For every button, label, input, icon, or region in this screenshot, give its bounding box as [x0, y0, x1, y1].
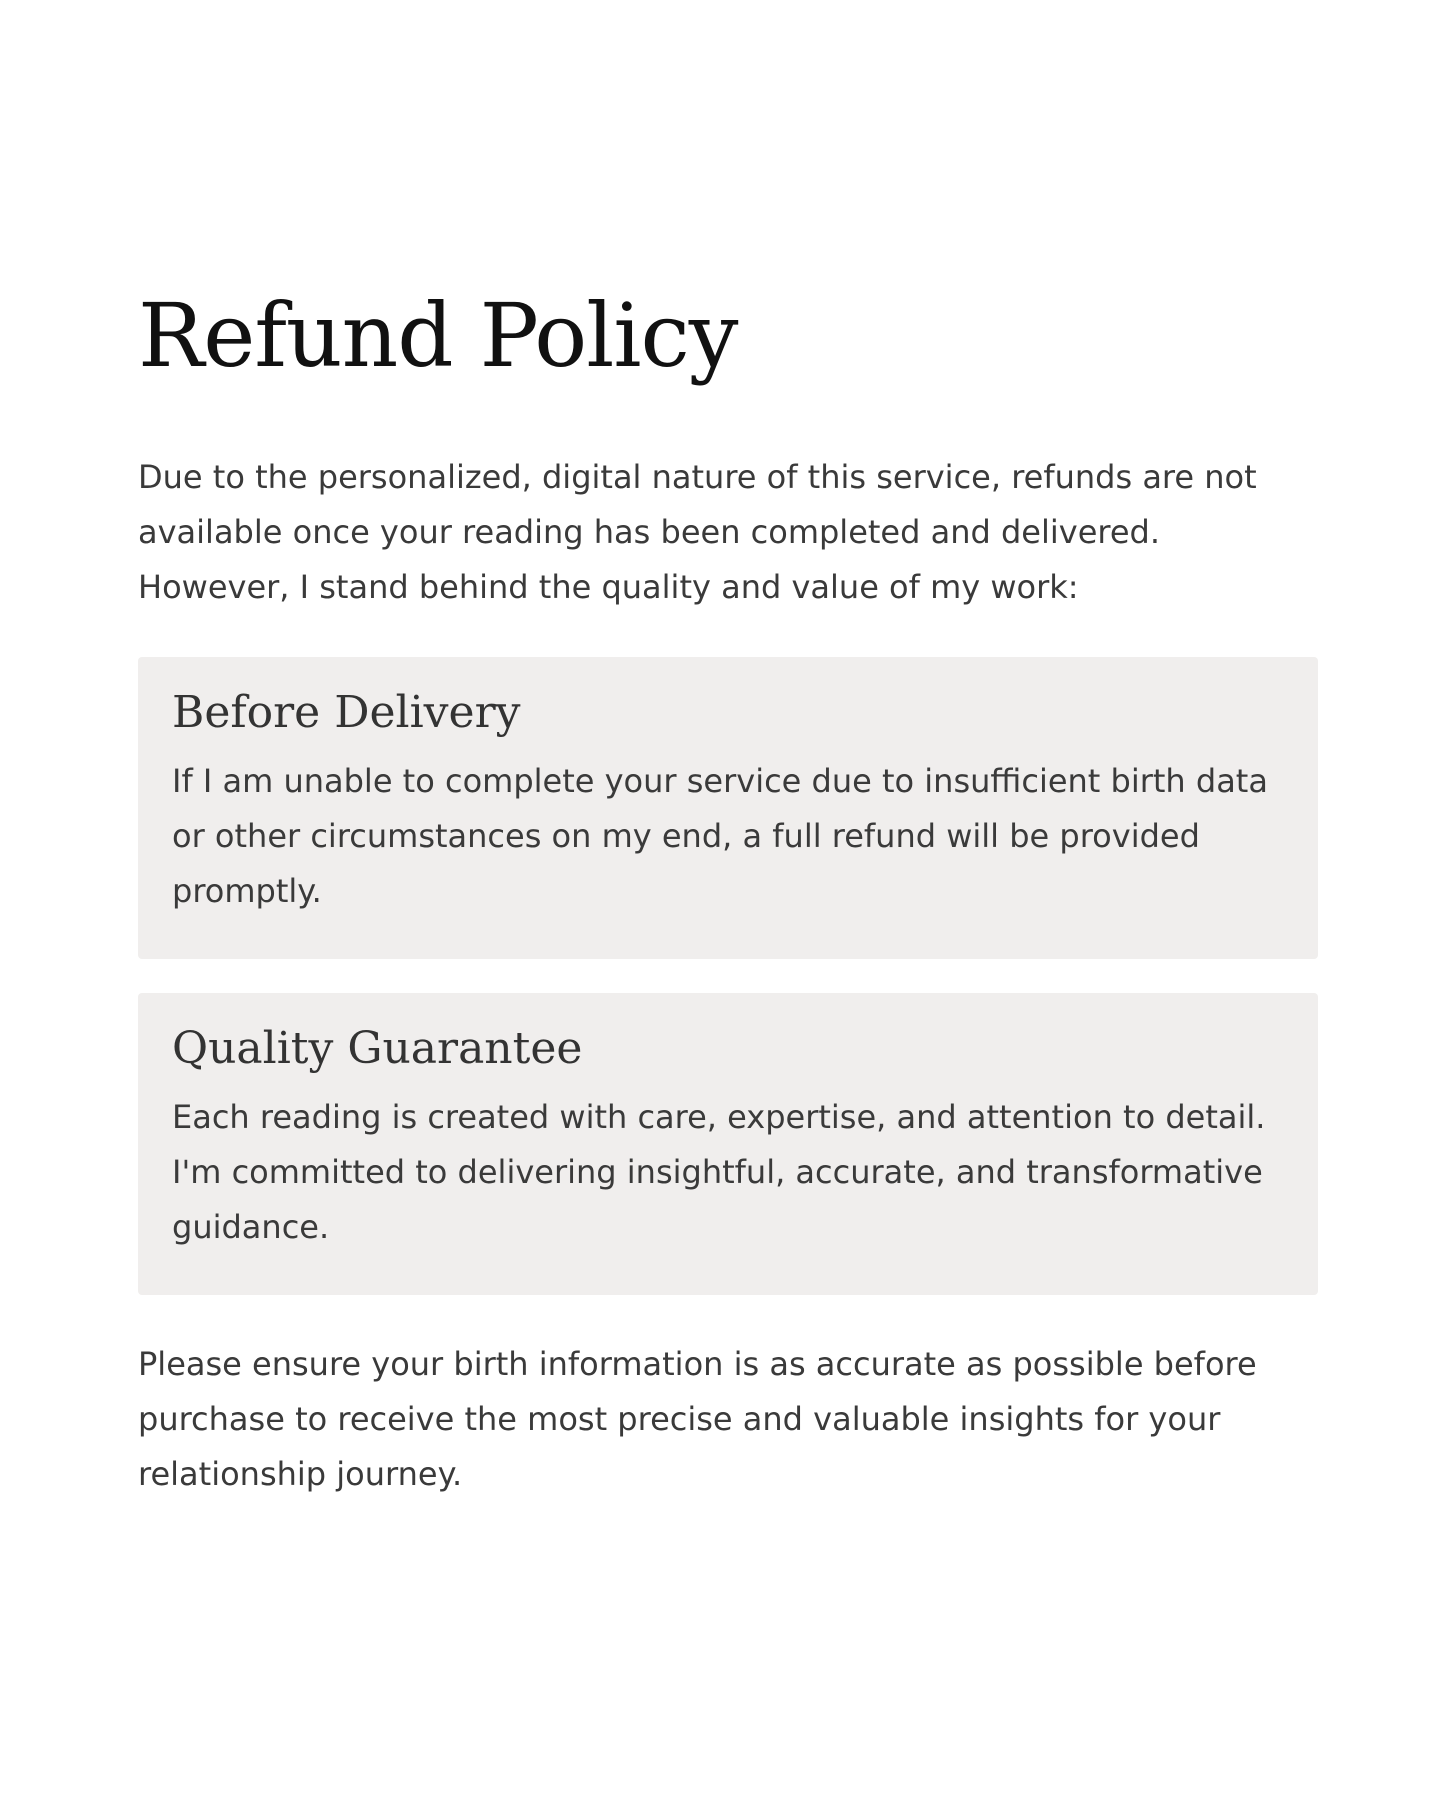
refund-policy-section: [138, 284, 1318, 1502]
quality-guarantee-heading: Quality Guarantee: [172, 1023, 583, 1075]
closing-paragraph: Please ensure your birth information is as accurate as possible before purchase to receive the most precise and valuable insights for your relationship journey.: [138, 1345, 1257, 1494]
page-title: Refund Policy: [138, 284, 738, 387]
quality-guarantee-card: [138, 993, 1318, 1295]
before-delivery-heading: Before Delivery: [172, 687, 521, 739]
before-delivery-text: If I am unable to complete your service due to insufficient birth data or other circumstances on my end, a full refund will be provided promptly.: [172, 762, 1268, 911]
intro-paragraph: Due to the personalized, digital nature of this service, refunds are not available once your reading has been completed and delivered. However, I stand behind the quality and value of my work:: [138, 458, 1257, 607]
before-delivery-card: [138, 657, 1318, 959]
quality-guarantee-text: Each reading is created with care, expertise, and attention to detail. I'm committed to delivering insightful, accurate, and transformative guidance.: [172, 1098, 1266, 1247]
